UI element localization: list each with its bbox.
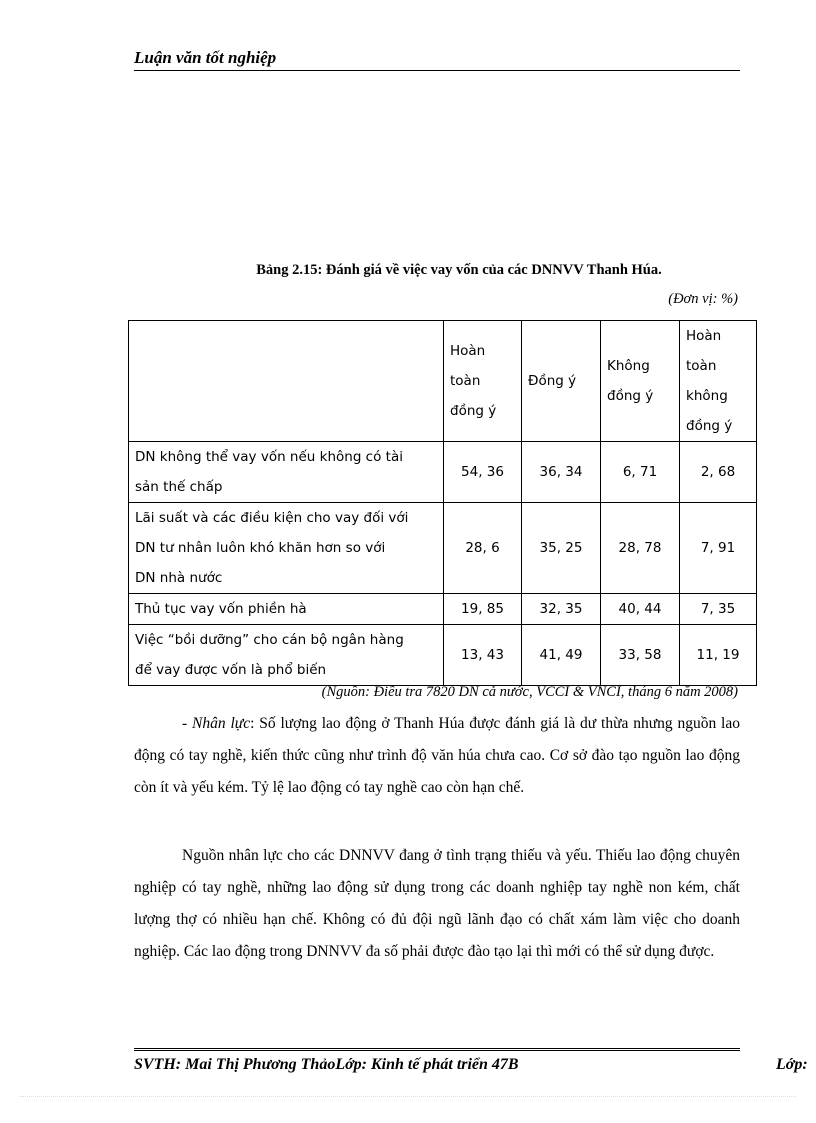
table-unit: (Đơn vị: %) [668, 291, 738, 307]
table-row [129, 625, 757, 686]
header-divider [134, 70, 740, 71]
row-label-line: DN nhà nước [135, 570, 223, 586]
evaluation-table [128, 320, 757, 686]
table-row [129, 594, 757, 625]
column-header-line: đồng ý [450, 403, 497, 419]
column-header-line: không [686, 388, 728, 404]
table-cell: 2, 68 [680, 442, 757, 503]
column-header-line: Hoàn [686, 328, 722, 344]
table-source-note: (Nguồn: Điều tra 7820 DN cả nước, VCCI & VNCI, tháng 6 năm 2008) [321, 684, 738, 700]
footer-author: SVTH: Mai Thị Phương ThảoLớp: Kinh tế phát triển 47B [134, 1056, 519, 1073]
table-header-row [129, 321, 757, 442]
table-corner-cell [129, 321, 444, 442]
footer-divider [134, 1048, 740, 1051]
table-cell: 40, 44 [601, 594, 680, 625]
table-cell: 7, 91 [680, 503, 757, 594]
column-header [522, 321, 601, 442]
table-cell: 36, 34 [522, 442, 601, 503]
column-header-line: toàn [686, 358, 717, 374]
footer-class-label: Lớp: [776, 1056, 808, 1073]
row-label [129, 594, 444, 625]
column-header-line: đồng ý [686, 418, 733, 434]
column-header [680, 321, 757, 442]
table-cell: 11, 19 [680, 625, 757, 686]
row-label [129, 442, 444, 503]
table-cell: 13, 43 [444, 625, 522, 686]
row-label [129, 625, 444, 686]
row-label-line: Thủ tục vay vốn phiền hà [135, 601, 307, 617]
column-header-line: toàn [450, 373, 481, 389]
table-cell: 6, 71 [601, 442, 680, 503]
paragraph-dash: - [182, 715, 193, 732]
column-header [601, 321, 680, 442]
paragraph-human-resources [134, 708, 740, 804]
row-label-line: DN tư nhân luôn khó khăn hơn so với [135, 540, 386, 556]
page-bottom-edge [20, 1096, 796, 1097]
column-header-line: đồng ý [607, 388, 654, 404]
paragraph-label: Nhân lực [192, 715, 251, 732]
row-label [129, 503, 444, 594]
table-cell: 28, 78 [601, 503, 680, 594]
column-header [444, 321, 522, 442]
table-cell: 35, 25 [522, 503, 601, 594]
row-label-line: DN không thể vay vốn nếu không có tài [135, 449, 403, 465]
table-cell: 33, 58 [601, 625, 680, 686]
paragraph-text: : Số lượng lao động ở Thanh Húa được đánh giá là dư thừa nhưng nguồn lao động có tay nghề, kiến thức cũng như trình độ văn húa chưa cao. Cơ sở đào tạo nguồn lao động còn ít và yếu kém. Tỷ lệ lao động có tay nghề cao còn hạn chế. [134, 715, 740, 796]
column-header-line: Không [607, 358, 650, 374]
paragraph-workforce [134, 840, 740, 968]
column-header-line: Đồng ý [528, 373, 577, 389]
table-row [129, 503, 757, 594]
row-label-line: Lãi suất và các điều kiện cho vay đối với [135, 510, 409, 526]
row-label-line: Việc “bồi dưỡng” cho cán bộ ngân hàng [135, 632, 404, 648]
table-row [129, 442, 757, 503]
table-cell: 41, 49 [522, 625, 601, 686]
row-label-line: sản thế chấp [135, 479, 223, 495]
table-cell: 19, 85 [444, 594, 522, 625]
paragraph-text: Nguồn nhân lực cho các DNNVV đang ở tình trạng thiếu và yếu. Thiếu lao động chuyên nghiệp có tay nghề, những lao động sử dụng trong các doanh nghiệp tay nghề non kém, chất lượng thợ có nhiều hạn chế. Không có đủ đội ngũ lãnh đạo có chất xám làm việc cho doanh nghiệp. Các lao động trong DNNVV đa số phải được đào tạo lại thì mới có thể sử dụng được. [134, 847, 740, 960]
table-cell: 7, 35 [680, 594, 757, 625]
row-label-line: để vay được vốn là phổ biến [135, 662, 327, 678]
table-cell: 28, 6 [444, 503, 522, 594]
table-cell: 32, 35 [522, 594, 601, 625]
document-header-title: Luận văn tốt nghiệp [134, 48, 277, 67]
table-cell: 54, 36 [444, 442, 522, 503]
table-caption: Bảng 2.15: Đánh giá về việc vay vốn của các DNNVV Thanh Húa. [256, 262, 662, 278]
column-header-line: Hoàn [450, 343, 486, 359]
